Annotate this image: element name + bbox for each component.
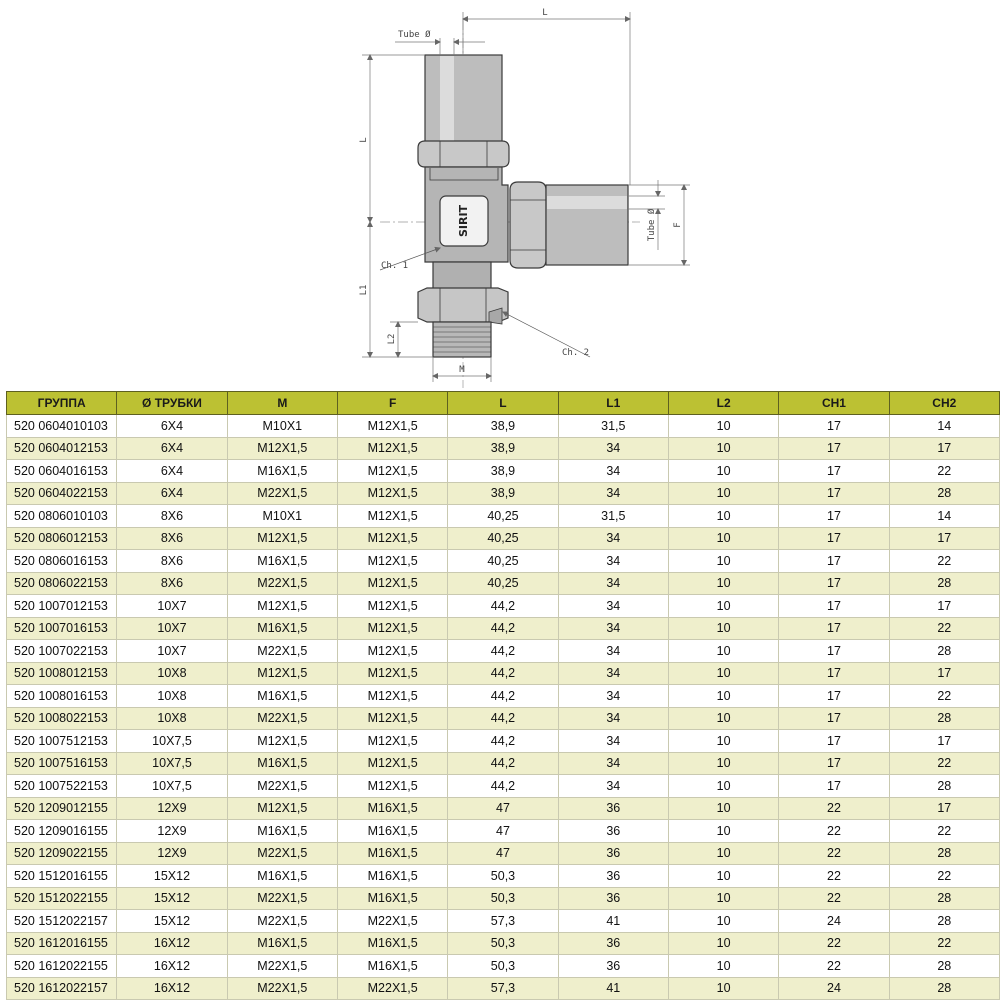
table-cell: 10 <box>668 505 778 528</box>
side-tube-highlight <box>547 196 627 209</box>
table-cell: 10X8 <box>117 662 227 685</box>
table-cell: M16X1,5 <box>337 865 447 888</box>
table-cell: 38,9 <box>448 437 558 460</box>
table-cell: 28 <box>889 572 999 595</box>
table-cell: M12X1,5 <box>337 730 447 753</box>
column-header: CH2 <box>889 392 999 415</box>
table-cell: 34 <box>558 482 668 505</box>
dim-tube-top <box>395 38 485 55</box>
table-cell: 17 <box>779 595 889 618</box>
table-cell: 28 <box>889 707 999 730</box>
table-cell: 10X7,5 <box>117 730 227 753</box>
table-cell: 34 <box>558 572 668 595</box>
label-L-top: L <box>542 8 548 18</box>
table-cell: 10 <box>668 707 778 730</box>
column-header: M <box>227 392 337 415</box>
table-cell: 34 <box>558 550 668 573</box>
table-cell: 6X4 <box>117 460 227 483</box>
table-cell: 520 0806022153 <box>7 572 117 595</box>
table-cell: 50,3 <box>448 955 558 978</box>
table-cell: 57,3 <box>448 910 558 933</box>
table-row <box>7 505 1000 528</box>
side-nut <box>510 182 546 268</box>
table-cell: 10 <box>668 887 778 910</box>
lower-neck <box>433 262 491 290</box>
table-row <box>7 572 1000 595</box>
label-L1: L1 <box>359 284 369 296</box>
table-cell: 34 <box>558 527 668 550</box>
table-cell: 44,2 <box>448 775 558 798</box>
table-row <box>7 842 1000 865</box>
table-cell: 14 <box>889 415 999 438</box>
table-cell: M12X1,5 <box>337 550 447 573</box>
drawing-svg <box>0 0 1000 390</box>
table-cell: 47 <box>448 842 558 865</box>
table-header-row <box>7 392 1000 415</box>
table-row <box>7 640 1000 663</box>
table-cell: 24 <box>779 977 889 1000</box>
table-cell: 10 <box>668 842 778 865</box>
table-cell: 17 <box>779 685 889 708</box>
table-cell: 520 1209022155 <box>7 842 117 865</box>
table-cell: 17 <box>779 482 889 505</box>
table-cell: 34 <box>558 707 668 730</box>
table-row <box>7 775 1000 798</box>
label-F: F <box>673 222 683 228</box>
table-cell: 36 <box>558 932 668 955</box>
table-cell: 10 <box>668 415 778 438</box>
table-cell: M12X1,5 <box>227 797 337 820</box>
table-cell: 36 <box>558 820 668 843</box>
table-cell: 22 <box>889 752 999 775</box>
table-cell: 6X4 <box>117 437 227 460</box>
table-cell: M22X1,5 <box>227 775 337 798</box>
table-cell: 10 <box>668 527 778 550</box>
table-cell: 10 <box>668 977 778 1000</box>
table-cell: M16X1,5 <box>227 617 337 640</box>
table-cell: 14 <box>889 505 999 528</box>
table-body <box>7 415 1000 1000</box>
table-cell: M12X1,5 <box>337 640 447 663</box>
table-cell: 57,3 <box>448 977 558 1000</box>
column-header: CH1 <box>779 392 889 415</box>
table-cell: 44,2 <box>448 662 558 685</box>
table-row <box>7 977 1000 1000</box>
table-cell: 28 <box>889 977 999 1000</box>
table-cell: 10 <box>668 685 778 708</box>
column-header: Ø ТРУБКИ <box>117 392 227 415</box>
table-cell: 22 <box>889 685 999 708</box>
table-cell: 17 <box>779 752 889 775</box>
brand-logo: SIRIT <box>457 204 470 238</box>
table-cell: 520 0604016153 <box>7 460 117 483</box>
table-cell: 520 1612022157 <box>7 977 117 1000</box>
dim-L-left <box>362 55 425 222</box>
table-row <box>7 415 1000 438</box>
table-cell: M12X1,5 <box>337 482 447 505</box>
table-cell: 8X6 <box>117 527 227 550</box>
table-cell: 36 <box>558 887 668 910</box>
table-cell: M12X1,5 <box>227 595 337 618</box>
table-cell: 15X12 <box>117 887 227 910</box>
table-cell: 10 <box>668 932 778 955</box>
label-ch2: Ch. 2 <box>562 348 590 358</box>
table-cell: 28 <box>889 887 999 910</box>
table-cell: 40,25 <box>448 527 558 550</box>
table-cell: 34 <box>558 617 668 640</box>
table-cell: 17 <box>779 437 889 460</box>
table-cell: 22 <box>889 550 999 573</box>
table-cell: 22 <box>779 797 889 820</box>
table-cell: 17 <box>779 662 889 685</box>
table-cell: 47 <box>448 820 558 843</box>
table-cell: M22X1,5 <box>227 482 337 505</box>
table-cell: M12X1,5 <box>337 662 447 685</box>
table-cell: M22X1,5 <box>227 910 337 933</box>
table-cell: 10 <box>668 550 778 573</box>
table-cell: 34 <box>558 752 668 775</box>
label-tube-top: Tube Ø <box>398 30 431 40</box>
top-nut <box>418 141 509 167</box>
table-cell: 10 <box>668 730 778 753</box>
table-cell: M12X1,5 <box>337 685 447 708</box>
table-cell: 28 <box>889 910 999 933</box>
table-row <box>7 887 1000 910</box>
table-cell: 8X6 <box>117 550 227 573</box>
table-row <box>7 460 1000 483</box>
table-cell: M10X1 <box>227 505 337 528</box>
spec-table <box>6 391 1000 1000</box>
table-cell: 17 <box>889 797 999 820</box>
table-cell: 17 <box>779 707 889 730</box>
table-cell: M12X1,5 <box>337 460 447 483</box>
table-cell: 36 <box>558 797 668 820</box>
table-cell: M22X1,5 <box>337 977 447 1000</box>
column-header: L1 <box>558 392 668 415</box>
table-cell: M12X1,5 <box>337 775 447 798</box>
table-cell: 10X7,5 <box>117 752 227 775</box>
table-cell: M16X1,5 <box>337 932 447 955</box>
table-cell: 22 <box>889 865 999 888</box>
table-row <box>7 752 1000 775</box>
top-tube-highlight <box>440 56 454 141</box>
table-cell: 17 <box>889 595 999 618</box>
table-cell: 10 <box>668 775 778 798</box>
table-cell: 10 <box>668 865 778 888</box>
table-cell: 22 <box>889 820 999 843</box>
table-cell: 10 <box>668 595 778 618</box>
table-cell: 50,3 <box>448 932 558 955</box>
table-cell: M10X1 <box>227 415 337 438</box>
table-cell: 22 <box>889 932 999 955</box>
table-cell: 10 <box>668 820 778 843</box>
table-cell: 16X12 <box>117 955 227 978</box>
table-cell: M12X1,5 <box>227 437 337 460</box>
table-cell: 520 0806016153 <box>7 550 117 573</box>
table-row <box>7 932 1000 955</box>
table-cell: M12X1,5 <box>337 527 447 550</box>
table-cell: 44,2 <box>448 640 558 663</box>
table-cell: 47 <box>448 797 558 820</box>
table-cell: M16X1,5 <box>337 820 447 843</box>
table-cell: 520 1007522153 <box>7 775 117 798</box>
table-cell: 520 0604022153 <box>7 482 117 505</box>
table-cell: M16X1,5 <box>227 820 337 843</box>
table-cell: 520 1008012153 <box>7 662 117 685</box>
table-cell: 6X4 <box>117 415 227 438</box>
table-row <box>7 865 1000 888</box>
table-row <box>7 955 1000 978</box>
table-cell: 24 <box>779 910 889 933</box>
table-cell: 8X6 <box>117 572 227 595</box>
table-cell: 17 <box>889 437 999 460</box>
table-cell: M12X1,5 <box>227 730 337 753</box>
table-cell: 10X7,5 <box>117 775 227 798</box>
table-row <box>7 617 1000 640</box>
table-cell: M12X1,5 <box>337 752 447 775</box>
table-cell: M12X1,5 <box>337 505 447 528</box>
table-cell: M16X1,5 <box>227 550 337 573</box>
table-cell: 12X9 <box>117 797 227 820</box>
table-cell: 8X6 <box>117 505 227 528</box>
table-cell: 17 <box>779 505 889 528</box>
column-header: L2 <box>668 392 778 415</box>
table-cell: 34 <box>558 662 668 685</box>
table-cell: M16X1,5 <box>227 460 337 483</box>
table-cell: 22 <box>779 932 889 955</box>
table-cell: 28 <box>889 775 999 798</box>
table-cell: 44,2 <box>448 595 558 618</box>
table-cell: 10X8 <box>117 707 227 730</box>
column-header: ГРУППА <box>7 392 117 415</box>
table-cell: 10 <box>668 662 778 685</box>
table-row <box>7 685 1000 708</box>
table-cell: 17 <box>779 617 889 640</box>
table-row <box>7 910 1000 933</box>
table-cell: 520 1612022155 <box>7 955 117 978</box>
table-cell: 17 <box>779 550 889 573</box>
table-cell: 520 1512022155 <box>7 887 117 910</box>
table-cell: 40,25 <box>448 550 558 573</box>
label-tube-side: Tube Ø <box>647 208 657 242</box>
table-row <box>7 437 1000 460</box>
table-cell: M22X1,5 <box>227 955 337 978</box>
table-cell: 12X9 <box>117 842 227 865</box>
table-cell: 10X8 <box>117 685 227 708</box>
table-cell: 10X7 <box>117 640 227 663</box>
table-cell: 520 1007022153 <box>7 640 117 663</box>
table-cell: 520 0806010103 <box>7 505 117 528</box>
table-cell: 520 0604010103 <box>7 415 117 438</box>
table-cell: 38,9 <box>448 460 558 483</box>
table-cell: 10 <box>668 797 778 820</box>
table-cell: 10 <box>668 572 778 595</box>
table-cell: 22 <box>779 955 889 978</box>
table-cell: M22X1,5 <box>227 707 337 730</box>
column-header: F <box>337 392 447 415</box>
table-cell: 6X4 <box>117 482 227 505</box>
table-cell: M16X1,5 <box>227 685 337 708</box>
table-cell: 520 1008022153 <box>7 707 117 730</box>
table-cell: 10 <box>668 640 778 663</box>
table-cell: M12X1,5 <box>337 415 447 438</box>
table-cell: 34 <box>558 460 668 483</box>
table-cell: 17 <box>779 415 889 438</box>
table-cell: 28 <box>889 842 999 865</box>
table-cell: 520 0604012153 <box>7 437 117 460</box>
table-cell: M16X1,5 <box>227 752 337 775</box>
table-cell: M22X1,5 <box>227 842 337 865</box>
table-cell: 28 <box>889 482 999 505</box>
table-cell: 10 <box>668 752 778 775</box>
table-cell: 17 <box>889 527 999 550</box>
table-cell: 40,25 <box>448 505 558 528</box>
table-cell: M16X1,5 <box>227 932 337 955</box>
table-row <box>7 550 1000 573</box>
table-cell: 34 <box>558 640 668 663</box>
table-cell: M12X1,5 <box>227 662 337 685</box>
table-cell: 16X12 <box>117 977 227 1000</box>
table-cell: 17 <box>779 527 889 550</box>
table-cell: 38,9 <box>448 415 558 438</box>
table-cell: 38,9 <box>448 482 558 505</box>
table-cell: 10X7 <box>117 595 227 618</box>
table-cell: 520 1209016155 <box>7 820 117 843</box>
table-cell: 28 <box>889 955 999 978</box>
table-cell: 44,2 <box>448 707 558 730</box>
table-cell: 17 <box>779 460 889 483</box>
table-row <box>7 527 1000 550</box>
table-cell: 36 <box>558 842 668 865</box>
table-cell: 12X9 <box>117 820 227 843</box>
table-cell: 44,2 <box>448 617 558 640</box>
table-cell: 17 <box>889 730 999 753</box>
table-cell: 520 1007516153 <box>7 752 117 775</box>
table-row <box>7 595 1000 618</box>
table-cell: 17 <box>779 572 889 595</box>
table-cell: M12X1,5 <box>227 527 337 550</box>
table-row <box>7 820 1000 843</box>
table-cell: 10X7 <box>117 617 227 640</box>
table-cell: 16X12 <box>117 932 227 955</box>
table-cell: 520 1007512153 <box>7 730 117 753</box>
table-cell: 31,5 <box>558 505 668 528</box>
table-cell: 28 <box>889 640 999 663</box>
label-L2: L2 <box>387 333 397 345</box>
table-cell: 50,3 <box>448 865 558 888</box>
table-cell: M12X1,5 <box>337 617 447 640</box>
table-cell: M12X1,5 <box>337 437 447 460</box>
table-cell: 22 <box>779 842 889 865</box>
table-cell: 520 0806012153 <box>7 527 117 550</box>
table-cell: M16X1,5 <box>227 865 337 888</box>
table-cell: M22X1,5 <box>337 910 447 933</box>
table-cell: 40,25 <box>448 572 558 595</box>
table-cell: 520 1612016155 <box>7 932 117 955</box>
table-cell: 10 <box>668 482 778 505</box>
table-row <box>7 730 1000 753</box>
table-cell: 17 <box>779 730 889 753</box>
fitting-technical-drawing <box>0 0 1000 390</box>
table-cell: 34 <box>558 730 668 753</box>
table-cell: 50,3 <box>448 887 558 910</box>
table-cell: M22X1,5 <box>227 887 337 910</box>
label-L-left: L <box>359 137 369 143</box>
table-row <box>7 662 1000 685</box>
table-row <box>7 797 1000 820</box>
table-cell: 34 <box>558 595 668 618</box>
table-cell: M16X1,5 <box>337 887 447 910</box>
table-cell: 44,2 <box>448 685 558 708</box>
label-M: M <box>459 365 465 375</box>
table-cell: 44,2 <box>448 730 558 753</box>
table-cell: 36 <box>558 865 668 888</box>
table-cell: 17 <box>779 775 889 798</box>
table-cell: 34 <box>558 685 668 708</box>
table-cell: 22 <box>779 865 889 888</box>
table-cell: M22X1,5 <box>227 640 337 663</box>
table-cell: 10 <box>668 460 778 483</box>
table-cell: 34 <box>558 437 668 460</box>
table-cell: 10 <box>668 617 778 640</box>
table-cell: M22X1,5 <box>227 572 337 595</box>
table-cell: 520 1007016153 <box>7 617 117 640</box>
table-cell: 520 1512016155 <box>7 865 117 888</box>
table-cell: 10 <box>668 437 778 460</box>
table-cell: 22 <box>779 887 889 910</box>
table-cell: 15X12 <box>117 865 227 888</box>
table-cell: 22 <box>889 617 999 640</box>
table-cell: M12X1,5 <box>337 572 447 595</box>
table-cell: 22 <box>889 460 999 483</box>
label-ch1: Ch. 1 <box>381 261 409 271</box>
table-cell: 17 <box>779 640 889 663</box>
table-row <box>7 707 1000 730</box>
table-cell: M16X1,5 <box>337 842 447 865</box>
table-cell: 15X12 <box>117 910 227 933</box>
table-cell: 31,5 <box>558 415 668 438</box>
table-cell: 520 1512022157 <box>7 910 117 933</box>
table-cell: M12X1,5 <box>337 595 447 618</box>
table-cell: 10 <box>668 910 778 933</box>
table-row <box>7 482 1000 505</box>
table-cell: M16X1,5 <box>337 955 447 978</box>
table-cell: 41 <box>558 910 668 933</box>
table-cell: 22 <box>779 820 889 843</box>
column-header: L <box>448 392 558 415</box>
table-cell: M16X1,5 <box>337 797 447 820</box>
table-cell: 17 <box>889 662 999 685</box>
table-cell: M12X1,5 <box>337 707 447 730</box>
table-cell: 34 <box>558 775 668 798</box>
top-tube <box>425 55 502 142</box>
table-cell: 10 <box>668 955 778 978</box>
table-cell: 520 1209012155 <box>7 797 117 820</box>
table-cell: 36 <box>558 955 668 978</box>
table-cell: 520 1007012153 <box>7 595 117 618</box>
table-cell: 44,2 <box>448 752 558 775</box>
table-cell: 41 <box>558 977 668 1000</box>
table-cell: 520 1008016153 <box>7 685 117 708</box>
table-cell: M22X1,5 <box>227 977 337 1000</box>
